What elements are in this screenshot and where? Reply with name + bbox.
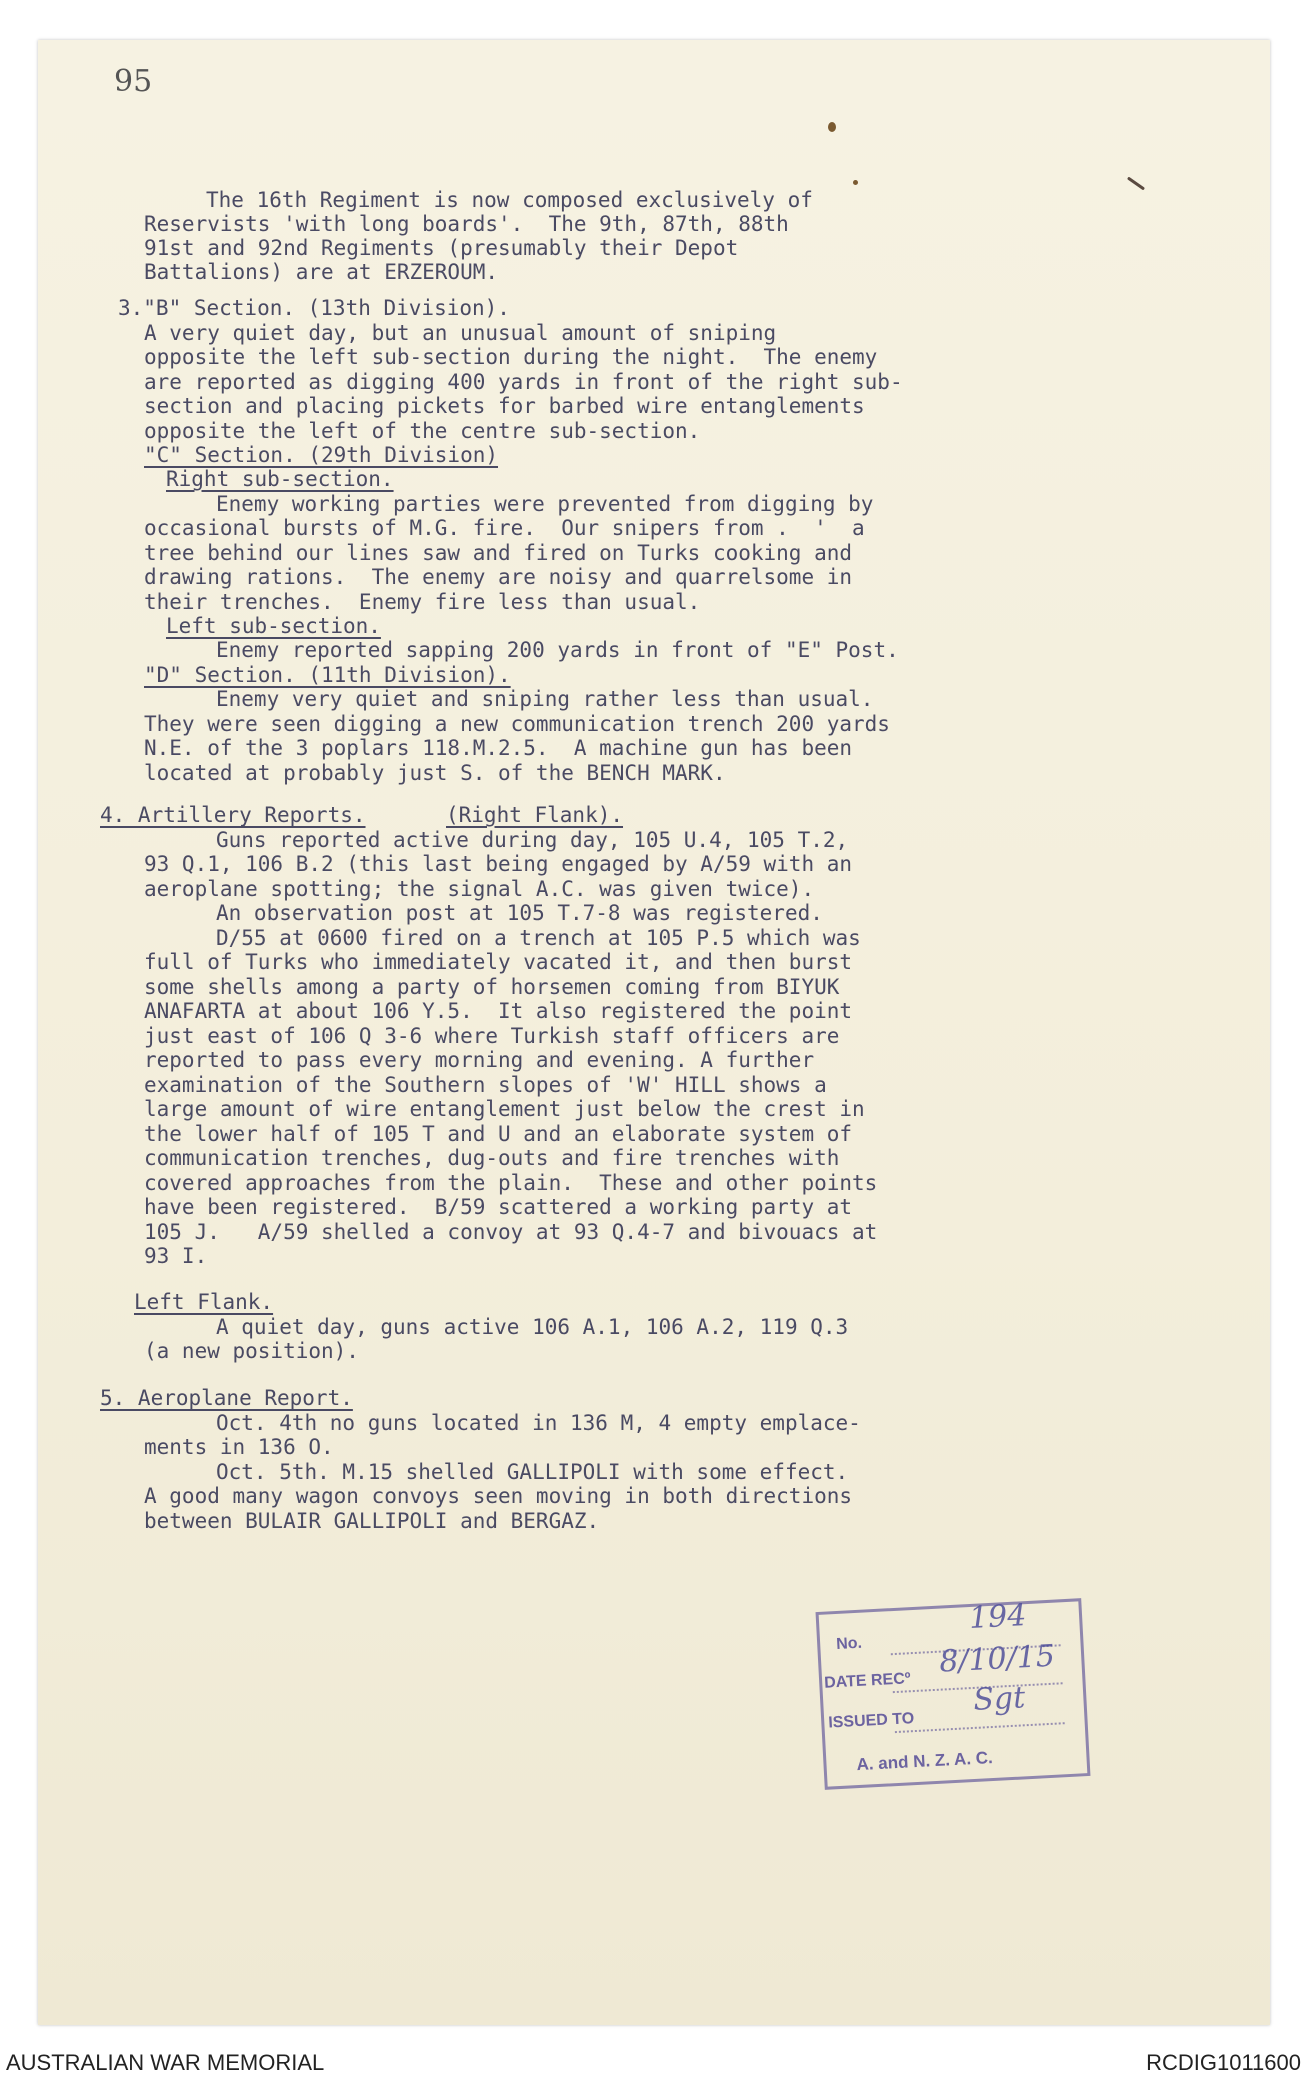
text-line: Enemy reported sapping 200 yards in front of "E" Post. (216, 638, 899, 662)
text-line: aeroplane spotting; the signal A.C. was given twice). (144, 877, 815, 901)
text-line: between BULAIR GALLIPOLI and BERGAZ. (144, 1509, 600, 1533)
text-line: their trenches. Enemy fire less than usual. (144, 590, 701, 614)
page-number: 95 (114, 64, 153, 99)
text-line: 91st and 92nd Regiments (presumably their Depot (144, 236, 739, 260)
text-line: N.E. of the 3 poplars 118.M.2.5. A machine gun has been (144, 736, 853, 760)
text-line: the lower half of 105 T and U and an elaborate system of (144, 1122, 853, 1146)
text-line: reported to pass every morning and evening. A further (144, 1048, 815, 1072)
text-line: drawing rations. The enemy are noisy and quarrelsome in (144, 565, 853, 589)
text-line: just east of 106 Q 3-6 where Turkish staff officers are (144, 1024, 840, 1048)
text-line: opposite the left of the centre sub-section. (144, 419, 701, 443)
text-line: examination of the Southern slopes of 'W' HILL shows a (144, 1073, 827, 1097)
footer-right: RCDIG1011600 (1146, 2050, 1301, 2075)
ink-spot (828, 122, 836, 132)
text-line: D/55 at 0600 fired on a trench at 105 P.5 which was (216, 926, 861, 950)
subsection-heading: Left sub-section. (166, 614, 381, 638)
subsection-heading: Right sub-section. (166, 467, 394, 491)
text-line: A very quiet day, but an unusual amount of sniping (144, 321, 777, 345)
registry-stamp (816, 1598, 1091, 1790)
subsection-heading: Left Flank. (134, 1290, 274, 1314)
stamp-no-label: No. (835, 1634, 863, 1654)
text-line: A quiet day, guns active 106 A.1, 106 A.2, 119 Q.3 (216, 1315, 849, 1339)
text-line: some shells among a party of horsemen coming from BIYUK (144, 975, 840, 999)
text-line: Oct. 5th. M.15 shelled GALLIPOLI with some effect. (216, 1460, 849, 1484)
text-line: section and placing pickets for barbed wire entanglements (144, 394, 865, 418)
text-line: occasional bursts of M.G. fire. Our snipers from . ' a (144, 516, 865, 540)
text-line: They were seen digging a new communication trench 200 yards (144, 712, 890, 736)
stamp-issued-label: ISSUED TO (827, 1710, 915, 1732)
show-through-text (158, 100, 182, 148)
text-line: Enemy working parties were prevented from digging by (216, 492, 874, 516)
text-line: 93 I. (144, 1244, 208, 1268)
text-line: Guns reported active during day, 105 U.4, 105 T.2, (216, 828, 849, 852)
ink-spot (853, 180, 858, 185)
text-line: Reservists 'with long boards'. The 9th, 87th, 88th (144, 212, 789, 236)
text-line: are reported as digging 400 yards in front of the right sub- (144, 370, 903, 394)
text-line: opposite the left sub-section during the night. The enemy (144, 345, 878, 369)
text-line: full of Turks who immediately vacated it, and then burst (144, 950, 853, 974)
stamp-no-value: 194 (968, 1598, 1028, 1637)
section-heading: (Right Flank). (446, 803, 624, 827)
text-line: located at probably just S. of the BENCH MARK. (144, 761, 726, 785)
text-line: A good many wagon convoys seen moving in both directions (144, 1484, 853, 1508)
text-line: ments in 136 O. (144, 1435, 334, 1459)
stamp-issued-value: Sgt (972, 1680, 1027, 1718)
subsection-heading: "C" Section. (29th Division) (144, 443, 499, 467)
stamp-date-label: DATE RECº (823, 1670, 912, 1692)
text-line: covered approaches from the plain. These and other points (144, 1171, 878, 1195)
document-page (38, 40, 1270, 2025)
text-line: 105 J. A/59 shelled a convoy at 93 Q.4-7 and bivouacs at (144, 1220, 878, 1244)
text-line: large amount of wire entanglement just below the crest in (144, 1097, 865, 1121)
text-line: Enemy very quiet and sniping rather less than usual. (216, 687, 874, 711)
stamp-dotted-line (895, 1722, 1065, 1733)
text-line: ANAFARTA at about 106 Y.5. It also registered the point (144, 999, 853, 1023)
ink-spot (1127, 177, 1145, 191)
subsection-heading: "D" Section. (11th Division). (144, 663, 511, 687)
text-line: Battalions) are at ERZEROUM. (144, 260, 499, 284)
text-line: communication trenches, dug-outs and fire trenches with (144, 1146, 840, 1170)
section-heading: 3."B" Section. (13th Division). (118, 296, 510, 320)
stamp-date-value: 8/10/15 (938, 1638, 1056, 1680)
section-heading: 5. Aeroplane Report. (100, 1386, 353, 1410)
section-heading: 4. Artillery Reports. (100, 803, 366, 827)
text-line: The 16th Regiment is now composed exclusively of (206, 188, 813, 212)
text-line: 93 Q.1, 106 B.2 (this last being engaged by A/59 with an (144, 852, 853, 876)
text-line: tree behind our lines saw and fired on Turks cooking and (144, 541, 853, 565)
stamp-org: A. and N. Z. A. C. (856, 1748, 994, 1775)
text-line: An observation post at 105 T.7-8 was registered. (216, 901, 823, 925)
footer-left: AUSTRALIAN WAR MEMORIAL (6, 2050, 325, 2075)
text-line: Oct. 4th no guns located in 136 M, 4 empty emplace- (216, 1411, 861, 1435)
text-line: have been registered. B/59 scattered a working party at (144, 1195, 853, 1219)
text-line: (a new position). (144, 1339, 359, 1363)
